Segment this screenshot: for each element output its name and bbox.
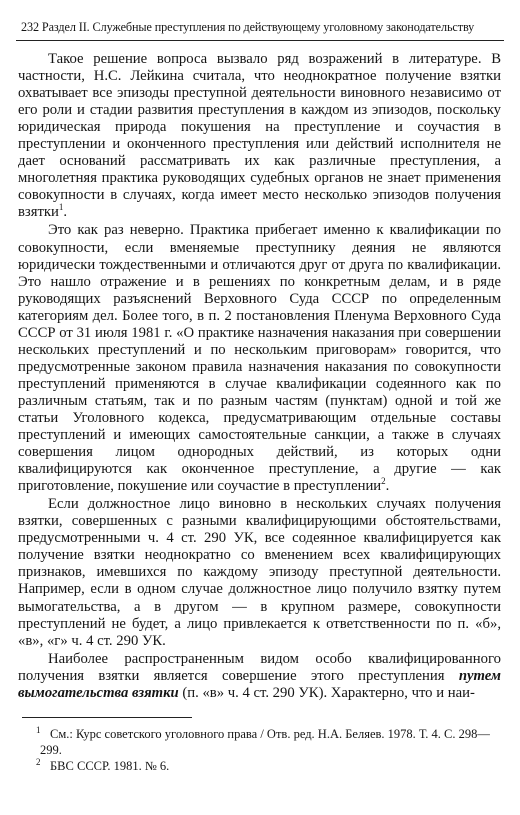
paragraph-1: [18, 51, 501, 221]
footnote-ref-2[interactable]: 2: [381, 476, 386, 487]
footnote-ref-1[interactable]: 1: [58, 202, 64, 213]
page-body: [16, 51, 504, 702]
paragraph-2: [18, 222, 501, 495]
paragraph-end: (п. «в» ч. 4 ст. 290 УК). Характерно, что и наи-: [178, 684, 475, 701]
footnote-rule: [22, 717, 192, 718]
footnote-number: 1: [36, 724, 41, 735]
paragraph-end: .: [385, 478, 390, 495]
paragraph-text: Такое решение вопроса вызвало ряд возражений в литературе. В частности, Н.С. Лейкина считала, что неоднократное получение взятки охватывает все эпизоды преступной деятельности виновного независимо от его роли и стадии развития преступления в каждом из эпизодов, поскольку юридическая природа покушения на преступление и соучастия в преступлении и оконченного преступления или действий исполнителя не дает оснований рассматривать их как различные преступления, а многолетняя практика руководящих судебных органов не знает применения совокупности в случаях, когда имеет место несколько эпизодов получения взятки: [18, 51, 501, 221]
running-head: 232 Раздел II. Служебные преступления по действующему уголовному законодательству: [21, 20, 475, 34]
emphasized-term: путем вымогательства взятки: [18, 667, 501, 701]
paragraph-text: Наиболее распространенным видом особо квалифицированного получения взятки является совершение этого преступления: [18, 650, 501, 684]
footnote-2: [16, 758, 504, 774]
paragraph-text: Если должностное лицо виновно в нескольких случаях получения взятки, совершенных с разными квалифицирующими обстоятельствами, предусмотренными ч. 4 ст. 290 УК, все содеянное квалифицируется как получение взятки неоднократно со вменением всех квалифицирующих признаков, имевшихся по каждому эпизоду преступной деятельности. Например, если в одном случае должностное лицо получило взятку путем вымогательства, а в другом — в крупном размере, совокупности преступлений не будет, а лицо привлекается к ответственности по п. «б», «в», «г» ч. 4 ст. 290 УК.: [18, 496, 501, 649]
footnote-1: [16, 726, 504, 758]
paragraph-3: [18, 496, 501, 649]
footnote-number: 2: [36, 756, 41, 767]
footnote-text: См.: Курс советского уголовного права / Отв. ред. Н.А. Беляев. 1978. Т. 4. С. 298—299.: [40, 726, 490, 757]
paragraph-end: .: [63, 204, 68, 221]
header-rule: [16, 40, 504, 41]
footnote-text: БВС СССР. 1981. № 6.: [50, 758, 170, 773]
paragraph-4: [18, 651, 501, 702]
paragraph-text: Это как раз неверно. Практика прибегает именно к квалификации по совокупности, если вменяемые преступнику деяния не являются юридически тождественными и отличаются друг от друга по квалификации. Это нашло отражение и в решениях по конкретным делам, и в ряде руководящих разъяснений Верховного Суда СССР по определенным категориям дел. Более того, в п. 2 постановления Пленума Верховного Суда СССР от 31 июля 1981 г. «О практике назначения наказания при совершении нескольких преступлений и по нескольким приговорам» говорится, что предусмотренные законом правила назначения наказания по совокупности преступлений применяются в случае квалификации содеянного как по различным статьям, так и по разным частям (пунктам) одной и той же статьи Уголовного кодекса, предусматривающим отдельные составы преступлений и имеющих самостоятельные санкции, а также в случаях совершения лицом однородных действий, из которых одни квалифицируются как оконченное преступление, а другие — как приготовление, покушение или соучастие в преступлении: [18, 222, 501, 495]
